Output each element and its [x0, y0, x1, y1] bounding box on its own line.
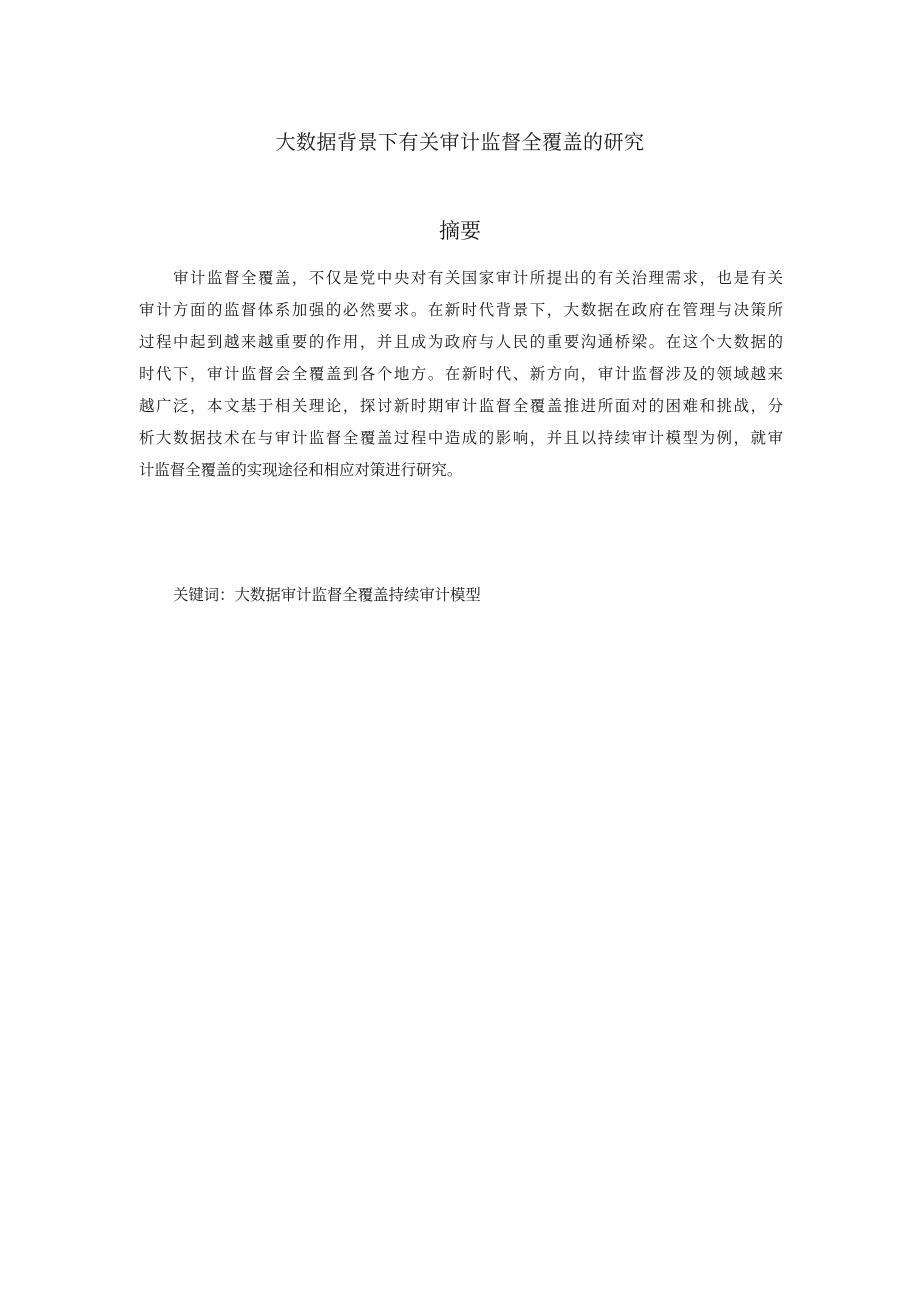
abstract-line: 时代下，审计监督会全覆盖到各个地方。在新时代、新方向，审计监督涉及的领域越来: [139, 365, 783, 383]
abstract-paragraph: [139, 262, 783, 486]
abstract-line: 审计方面的监督体系加强的必然要求。在新时代背景下，大数据在政府在管理与决策所: [139, 301, 783, 319]
abstract-line: 计监督全覆盖的实现途径和相应对策进行研究。: [139, 461, 463, 479]
abstract-line: 析大数据技术在与审计监督全覆盖过程中造成的影响，并且以持续审计模型为例，就审: [139, 429, 783, 447]
abstract-heading: 摘要: [439, 219, 481, 243]
abstract-line: 审计监督全覆盖，不仅是党中央对有关国家审计所提出的有关治理需求，也是有关: [173, 269, 783, 287]
abstract-line: 过程中起到越来越重要的作用，并且成为政府与人民的重要沟通桥梁。在这个大数据的: [139, 333, 783, 351]
document-title: 大数据背景下有关审计监督全覆盖的研究: [275, 130, 645, 154]
keywords-line: 关键词：大数据审计监督全覆盖持续审计模型: [173, 586, 481, 604]
abstract-line: 越广泛，本文基于相关理论，探讨新时期审计监督全覆盖推进所面对的困难和挑战，分: [139, 397, 783, 415]
